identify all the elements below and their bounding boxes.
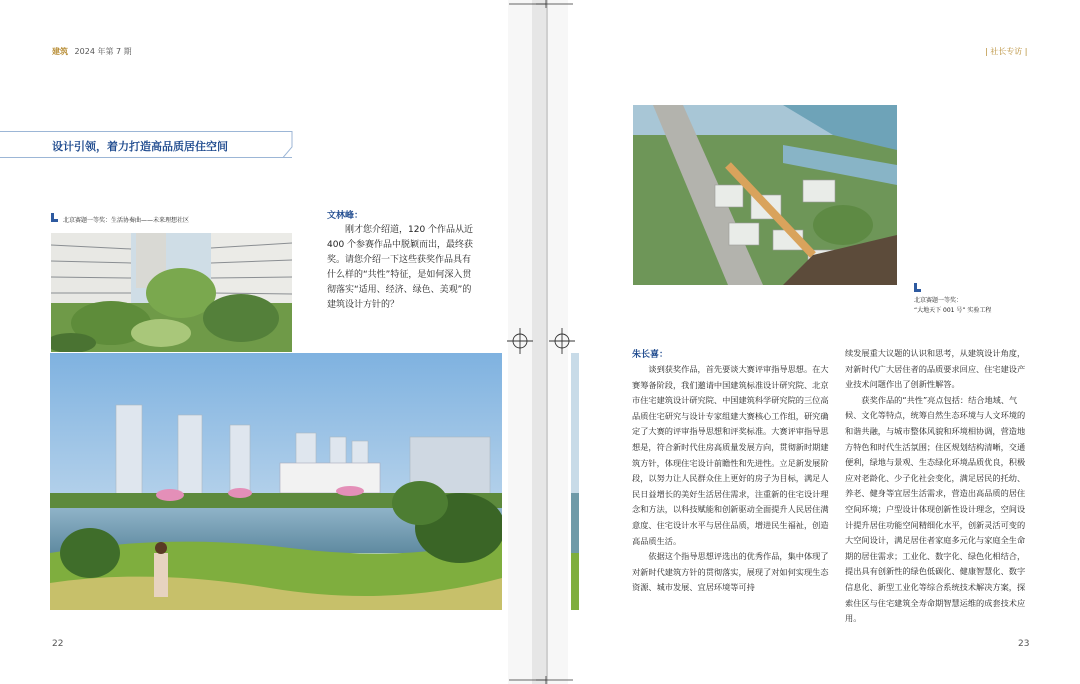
- photo-caption-right-line2: “大地天下 001 号” 实验工程: [914, 307, 992, 314]
- interview-question: [327, 223, 479, 313]
- answer-paragraph: 依据这个指导思想评选出的优秀作品，集中体现了对新时代建筑方针的贯彻落实，展现了对如何实现生态资源、城市发展、宜居环境等可持: [632, 551, 829, 593]
- answer-paragraph: 续发展重大议题的认识和思考，从建筑设计角度，对新时代广大居住者的品质要求回应、住宅建设产业技术问题作出了创新性解答。: [845, 348, 1026, 390]
- magazine-name: 建筑: [52, 46, 68, 56]
- section-title: 设计引领，着力打造高品质居住空间: [52, 140, 228, 153]
- answer-column-1: [632, 362, 832, 596]
- photo-strip-continuation: [571, 353, 579, 610]
- answer-column-2: [845, 346, 1031, 627]
- interviewer-name: 文林峰：: [327, 211, 364, 221]
- aerial-rendering: [633, 105, 897, 285]
- page-number-left: 22: [52, 639, 64, 649]
- registration-mark-icon: [549, 328, 575, 354]
- question-paragraph: 刚才您介绍道，120 个作品从近 400 个参赛作品中脱颖而出，最终获奖。请您介绍一下这些获奖作品具有什么样的“共性”特征，是如何深入贯彻落实“适用、经济、绿色、美观”的建筑设计方针的？: [327, 225, 474, 310]
- caption-marker-icon: [914, 283, 921, 292]
- photo-caption-left: 北京赛题一等奖：生活协奏曲——未来理想社区: [63, 217, 190, 224]
- answer-paragraph: 谈到获奖作品，首先要谈大赛评审指导思想。在大赛筹备阶段，我们邀请中国建筑标准设计研究院、北京市住宅建筑设计研究院、中国建筑科学研究院的三位高品质住宅研究与设计专家组建大赛核心工作组，研究确定了大赛的评审指导思想和评奖标准。大赛评审指导思想是，符合新时代住房高质量发展方向，贯彻新时期建筑方针，体现住宅设计前瞻性和先进性。立足新发展阶段，以努力让人民群众住上更好的房子为目标，满足人民日益增长的美好生活居住需求，注重新的住宅设计理念和方法，以科技赋能和创新驱动全面提升人民居住满意度、住宅设计水平与居住品质，增进民生福祉，创造高品质生活。: [632, 364, 829, 546]
- issue-label: 2024 年第 7 期: [74, 47, 132, 56]
- lakeside-rendering: [50, 353, 502, 610]
- top-crop-marks: [506, 0, 576, 8]
- banner-edge-icon: [283, 131, 295, 158]
- page-number-right: 23: [1018, 639, 1030, 649]
- photo-caption-right-line1: 北京赛题一等奖：: [914, 297, 963, 304]
- answer-paragraph: 获奖作品的“共性”亮点包括：结合地域、气候、文化等特点，统筹自然生态环境与人文环境的和谐共融，与城市整体风貌和环境相协调，营造地方特色和时代生活氛围；住区规划结构清晰，交通便利，绿地与景观、生态绿化环境品质优良，积极应对老龄化、少子化社会变化，满足居民的托幼、养老、健身等宜居生活需求，营造出高品质的居住空间环境；户型设计体现创新性设计理念，空间设计提升居住功能空间精细化水平，创新灵活可变的大空间设计，满足居住者家庭多元化与家庭全生命期的居住需求；工业化、数字化、绿色化相结合，提出具有创新性的绿色低碳化、健康智慧化、数字信息化、新型工业化等综合系统技术解决方案，探索住区与住宅建筑全寿命期智慧运维的成套技术应用。: [845, 394, 1026, 624]
- bottom-crop-marks: [506, 676, 576, 684]
- column-label: | 社长专访 |: [985, 47, 1028, 56]
- answerer-name: 朱长喜：: [632, 350, 669, 360]
- caption-marker-icon: [51, 213, 58, 222]
- registration-mark-icon: [507, 328, 533, 354]
- book-spine-edge: [546, 0, 548, 684]
- page-header-left: [52, 46, 132, 57]
- courtyard-photo: [51, 233, 292, 352]
